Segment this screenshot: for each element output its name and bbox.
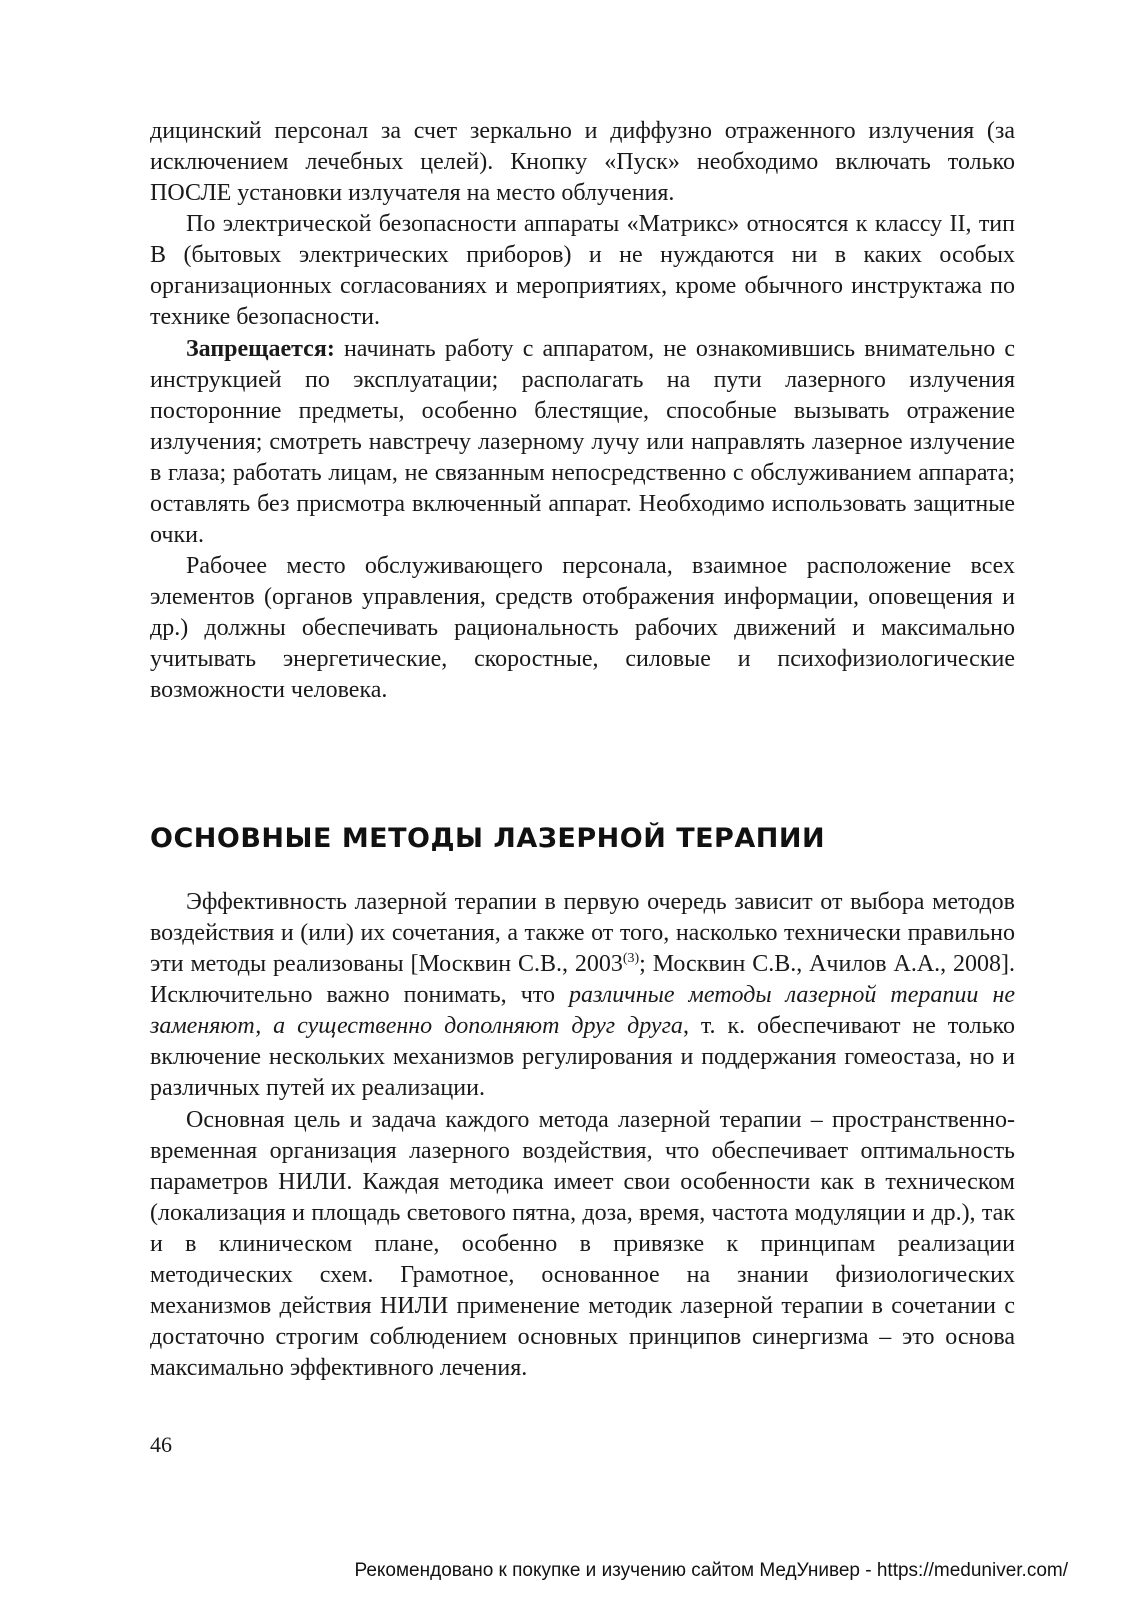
paragraph-prohibited — [150, 334, 1015, 551]
paragraph-continued-text: дицинский персонал за счет зеркально и диффузно отраженного излучения (за исключением лечебных целей). Кнопку «Пуск» необходимо включать только ПОСЛЕ установки излучателя на место облучения. — [150, 118, 1015, 206]
effectiveness-text-c: , т. к. обеспечивают не только включение нескольких механизмов регулирования и поддержания гомеостаза, но и различных путей их реализации. — [150, 1013, 1016, 1101]
paragraph-effectiveness — [150, 887, 1015, 1104]
paragraph-workplace: Рабочее место обслуживающего персонала, взаимное расположение всех элементов (органов управления, средств отображения информации, оповещения и др.) должны обеспечивать рациональность рабочих движений и максимально учитывать энергетические, скоростные, силовые и психофизиологические возможности человека. — [150, 553, 1015, 703]
effectiveness-italic: различные методы лазерной терапии не заменяют, а существенно дополняют друг друга — [150, 982, 1015, 1039]
footer-recommendation: Рекомендовано к покупке и изучению сайтом МедУнивер - https://meduniver.com/ — [354, 1560, 1068, 1581]
citation-superscript: (3) — [622, 951, 640, 966]
paragraph-main-goal: Основная цель и задача каждого метода лазерной терапии – пространственно-временная организация лазерного воздействия, что обеспечивает оптимальность параметров НИЛИ. Каждая методика имеет свои особенности как в техническом (локализация и площадь светового пятна, доза, время, частота модуляции и др.), так и в клиническом плане, особенно в привязке к принципам реализации методических схем. Грамотное, основанное на знании физиологических механизмов действия НИЛИ применение методик лазерной терапии в сочетании с достаточно строгим соблюдением основных принципов синергизма – это основа максимально эффективного лечения. — [150, 1107, 1015, 1381]
prohibited-text: начинать работу с аппаратом, не ознакомившись внимательно с инструкцией по эксплуатации; располагать на пути лазерного излучения посторонние предметы, особенно блестящие, способные вызывать отражение излучения; смотреть навстречу лазерному лучу или направлять лазерное излучение в глаза; работать лицам, не связанным непосредственно с обслуживанием аппарата; оставлять без присмотра включенный аппарат. Необходимо использовать защитные очки. — [150, 336, 1015, 548]
paragraph-electrical-safety: По электрической безопасности аппараты «Матрикс» относятся к классу II, тип В (бытовых электрических приборов) и не нуждаются ни в каких особых организационных согласованиях и мероприятиях, кроме обычного инструктажа по технике безопасности. — [150, 211, 1015, 330]
prohibited-label: Запрещается: — [186, 336, 335, 362]
section-heading: ОСНОВНЫЕ МЕТОДЫ ЛАЗЕРНОЙ ТЕРАПИИ — [150, 823, 826, 854]
effectiveness-text-a: Эффективность лазерной терапии в первую очередь зависит от выбора методов воздействия и (или) их сочетания, а также от того, насколько технически правильно эти методы реализованы [Москвин С.В., 2003 — [150, 889, 1015, 977]
page-number: 46 — [150, 1432, 172, 1457]
effectiveness-text-b: ; Москвин С.В., Ачилов А.А., 2008]. Исключительно важно понимать, что — [150, 951, 1015, 1008]
